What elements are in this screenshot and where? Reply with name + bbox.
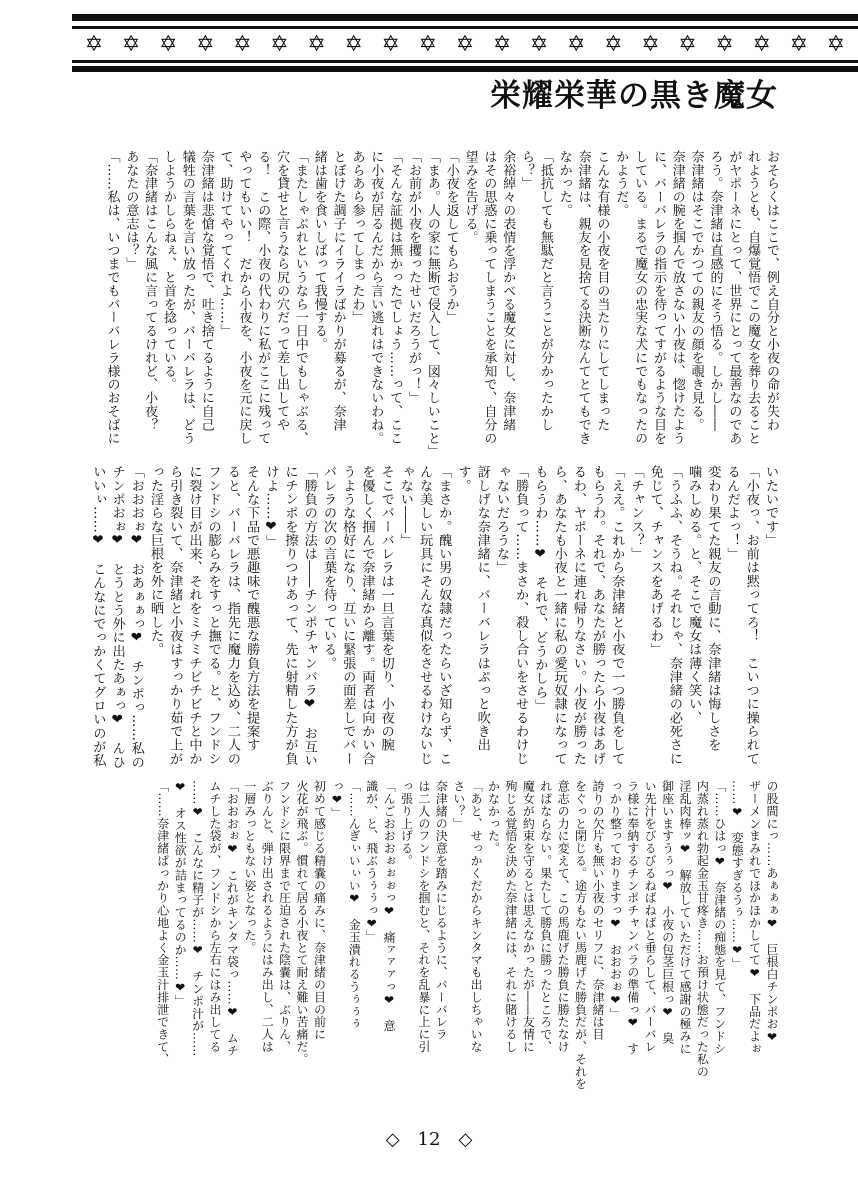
text-line: はその思惑に乗ってしまうことを承知で、自分の <box>481 150 497 445</box>
text-line: そんな下品で悪趣味で醜悪な勝負方法を提案す <box>244 465 260 752</box>
text-line: 誇りの欠片も無い小夜のセリフに、奈津緒は目 <box>590 780 605 1041</box>
text-line: い先汁をびるびるねばねばと垂らして、バーバレ <box>643 780 658 1053</box>
text-line: 「そんな証拠は無かったでしょう……って、ここ <box>387 150 403 445</box>
text-line: 内蒸れ蒸れ勃起金玉甘疼き……お預け状態だった私の <box>695 780 710 1078</box>
text-line: 「まさか。醜い男の奴隷だったらいざ知らず、こ <box>436 465 452 766</box>
text-line: 訝しげな奈津緒に、バーバレラはぷっと吹き出 <box>474 465 490 752</box>
star-of-david-icon: ✡ <box>529 32 549 57</box>
text-line: るわ、ヤポーネに連れ帰りなさい。小夜が勝った <box>570 465 586 766</box>
star-of-david-icon: ✡ <box>418 32 438 57</box>
text-line: ぶりんと、弾け出されるようにはみ出し、二人は <box>260 780 275 1053</box>
text-block-middle <box>80 465 780 775</box>
text-line: かなかった。 <box>486 780 501 855</box>
text-line: もらうわ……❤ それで、どうかしら」 <box>532 465 548 713</box>
text-block-bottom <box>80 780 780 1090</box>
star-of-david-icon: ✡ <box>121 32 141 57</box>
text-line: 「まあ。人の家に無断で侵入して、図々しいこと」 <box>424 150 440 459</box>
text-line: の股間にっ……あぁぁぁ❤ 巨根白チンポお❤ <box>765 780 779 1045</box>
text-line: 一層みっともない姿となった。 <box>242 780 257 954</box>
text-line: った淫らな巨根を外に晒した。 <box>148 465 163 657</box>
text-line: 「……私は、いつまでもバーバレラ様のおそばに <box>104 150 120 445</box>
text-line: を優しく掴んで奈津緒から離す。両者は向かい合 <box>359 465 375 766</box>
text-line: がヤポーネにとって、世界にとって最善なのであ <box>726 150 742 445</box>
text-line: 「あと、せっかくだからキンタマも出しちゃいな <box>469 780 484 1053</box>
text-line: ザーメンまみれでほかほかしてて❤ 下品だよぉ <box>747 780 762 1055</box>
text-block-top <box>80 150 780 460</box>
text-line: は二人のフンドシを掴むと、それを乱暴に上に引 <box>416 780 431 1053</box>
text-line: ゃない――」 <box>397 465 413 547</box>
text-line: とぼけた調子にイライラばかりが募るが、奈津 <box>330 150 346 432</box>
star-of-david-icon: ✡ <box>567 32 586 57</box>
text-line: に、バーバレラの指示を待ってすがるような目を <box>650 150 666 445</box>
text-line: 奈津緒はそこでかつての親友の顔を覗き見る。 <box>688 150 704 432</box>
text-line: かようだ。 <box>613 150 629 217</box>
star-of-david-icon: ✡ <box>84 32 104 57</box>
text-line: 「奈津緒はこんな風に言ってるけれど、小夜？ <box>142 150 158 432</box>
text-line: っかり整っておりますっ❤ おおおぉ❤」 <box>608 780 623 1020</box>
text-line: に小夜が居るんだから言い逃れはできないわね。 <box>368 150 384 445</box>
text-line: 奈津緒は悲愴な覚悟で、吐き捨てるように自己 <box>198 150 214 432</box>
text-line: 「……ひはっ❤ 奈津緒の痴態を見て、フンドシ <box>712 780 727 1055</box>
star-of-david-icon: ✡ <box>678 32 697 57</box>
text-line: 「小夜を返してもらおうか」 <box>443 150 459 325</box>
text-line: ら、あなたも小夜と一緒に私の愛玩奴隷になって <box>551 465 567 766</box>
text-line: をぐっと閉じる。途方もない馬鹿げた勝負だが、それを <box>573 780 588 1090</box>
text-line: るんだよっ！」 <box>724 465 740 561</box>
star-of-david-icon: ✡ <box>826 32 846 57</box>
text-line: 火花が飛ぶ。慣れて居る小夜とて耐え難い苦痛だ。 <box>295 780 310 1066</box>
star-of-david-icon: ✡ <box>233 32 252 57</box>
text-line: あらあら参ってしまったわ」 <box>349 150 365 325</box>
star-of-david-icon: ✡ <box>381 32 400 57</box>
text-line: している。まるで魔女の忠実な犬にでもなったの <box>632 150 648 445</box>
text-line: しようかしらねぇ、と首を捻っている。 <box>161 150 176 392</box>
star-of-david-icon: ✡ <box>492 32 512 57</box>
header-rule-thick <box>72 14 858 21</box>
text-line: なかった。 <box>556 150 572 217</box>
text-line: 犠牲の言葉を言い放ったが、バーバレラは、どう <box>179 150 195 445</box>
text-line: バレラの次の言葉を待っている。 <box>320 465 336 670</box>
star-of-david-icon: ✡ <box>158 32 178 57</box>
text-line: 殉じる覚悟を決めた奈津緒には、それに賭けるし <box>503 780 518 1053</box>
text-line: 「んごおおおぉぉぉっ❤ 痛ァァァっ❤ 意 <box>382 780 397 1032</box>
text-line: 淫乱肉棒ッ❤ 解放していただけて感謝の極みに <box>677 780 692 1055</box>
text-line: ゃないだろうな」 <box>493 465 509 575</box>
star-of-david-icon: ✡ <box>307 32 326 57</box>
text-line: そこでバーバレラは一旦言葉を切り、小夜の腕 <box>378 465 394 752</box>
text-line: 変わり果てた親友の言動に、奈津緒は悔しさを <box>705 465 721 752</box>
text-line: す。 <box>455 465 471 493</box>
text-line: いいぃ……❤ こんなにでっかくてグロいのが私 <box>90 465 106 768</box>
text-line: うような格好になり、互いに緊張の面差しでバー <box>340 465 356 766</box>
star-of-david-icon: ✡ <box>604 32 623 57</box>
text-line: 「抵抗しても無駄だと言うことが分かったかし <box>537 150 553 432</box>
text-line: あなたの意志は？」 <box>123 150 139 271</box>
header-rule-thin <box>72 26 858 29</box>
star-of-david-icon: ✡ <box>344 32 363 57</box>
text-line: 「小夜っ、お前は黙ってろ！ こいつに操られて <box>743 465 759 766</box>
text-line: 免じて、チャンスをあげるわ」 <box>647 465 663 657</box>
text-line: 「……奈津緒ばっかり心地よく金玉汁排泄できて、 <box>155 780 170 1066</box>
text-line: る！ この際、小夜の代わりに私がここに残って <box>255 150 271 445</box>
text-line: チンポおぉ❤ とうとう外に出たあぁっ❤ んひ <box>109 465 125 769</box>
text-line: 魔女が約束を守るとは思えなかったが――友情に <box>521 780 536 1053</box>
text-line: 識が、と、飛ぶうぅぅっ❤」 <box>364 780 379 944</box>
text-line: ればならない。果たして勝負に勝ったところで、 <box>538 780 553 1053</box>
text-line: ろう。奈津緒は直感的にそう悟る。しかし―― <box>707 150 723 432</box>
text-line: 余裕綽々の表情を浮かべる魔女に対し、奈津緒 <box>500 150 516 432</box>
text-line: 初めて感じる精嚢の痛みに、奈津緒の目の前に <box>312 780 327 1041</box>
header-rule-thin-lower <box>72 60 858 63</box>
star-of-david-icon: ✡ <box>270 32 289 57</box>
text-line: フンドシの膨らみをすっと撫でる。と、フンドシ <box>205 465 221 766</box>
text-line: っ❤」 <box>329 780 344 820</box>
text-line: 「おおおぉ❤ おあぁぁっ❤ チンポっ……私の <box>128 465 144 769</box>
text-line: ラ様に奉納するチンポチャンバラの準備っ❤ す <box>625 780 640 1055</box>
header-rule-thick-lower <box>72 66 858 72</box>
text-line: けよ……❤」 <box>263 465 279 549</box>
text-line: ら引き裂いて、奈津緒と小夜はすっかり茹で上が <box>167 465 183 766</box>
text-line: 奈津緒は、親友を見捨てる決断なんてとてもでき <box>575 150 591 445</box>
text-line: 緒は歯を食いしばって我慢する。 <box>311 150 327 351</box>
text-line: ❤ オス性欲が詰まってるのか……❤」 <box>173 780 188 1008</box>
page-title: 栄耀栄華の黒き魔女 <box>490 78 778 114</box>
text-line: ……❤ こんなに精子が……❤ チンポ汁が…… <box>190 780 205 1057</box>
text-line: 奈津緒の腕を掴んで放さない小夜は、惚けたよう <box>669 150 685 445</box>
text-line: ……❤ 変態すぎるうぅ……❤」 <box>730 780 745 970</box>
text-line: 意志の力に変えて、この馬鹿げた勝負に勝たなけ <box>556 780 571 1053</box>
text-line: 望みを告げる。 <box>462 150 478 244</box>
text-line: ムチした袋が、フンドシから左右にはみ出してる <box>208 780 222 1053</box>
text-line: て、助けてやってくれよ……」 <box>217 150 233 338</box>
text-line: 「チャンス？」 <box>628 465 644 561</box>
text-line: 「……んぎぃいぃい❤ 金玉潰れるうぅぅぅ <box>347 780 362 1030</box>
text-line: 「おおおぉ❤ これがキンタマ袋っ……❤ ムチ <box>225 780 240 1057</box>
text-line: やってもいい！ だから小夜を、小夜を元に戻し <box>236 150 252 445</box>
text-line: さい？」 <box>451 780 466 830</box>
text-line: 噛みしめる。と、そこで魔女は薄く笑い、 <box>686 465 702 725</box>
text-line: 「勝負の方法は――チンポチャンバラ❤ お互い <box>301 465 317 768</box>
page-number: ◇ 12 ◇ <box>385 1129 473 1150</box>
star-border <box>80 31 850 59</box>
text-line: こんな有様の小夜を目の当たりにしてしまった <box>594 150 610 432</box>
text-line: に裂け目が出来、それをミチミチビチビチと中か <box>186 465 202 766</box>
text-line: おそらくはここで、例え自分と小夜の命が失わ <box>764 150 779 432</box>
star-of-david-icon: ✡ <box>789 32 808 57</box>
text-line: 穴を貸せと言うなら尻の穴だって差し出してや <box>274 150 290 432</box>
text-line: れようとも、自爆覚悟でこの魔女を葬り去ること <box>745 150 761 445</box>
text-line: にチンポを擦りつけあって、先に射精した方が負 <box>282 465 298 766</box>
text-line: もらうわ。それで、あなたが勝ったら小夜はあげ <box>590 465 606 766</box>
text-line: 「うふふ、そうね。それじゃ、奈津緒の必死さに <box>666 465 682 766</box>
text-line: っ張り上げる。 <box>399 780 414 867</box>
text-line: いたいです」 <box>763 465 778 547</box>
text-line: んな美しい玩具にそんな真似をさせるわけないじ <box>417 465 433 766</box>
star-of-david-icon: ✡ <box>715 32 734 57</box>
star-of-david-icon: ✡ <box>752 32 771 57</box>
star-of-david-icon: ✡ <box>455 32 475 57</box>
text-line: 御座いますうぅっ❤ 小夜の包茎巨根っ❤ 臭 <box>660 780 675 1045</box>
text-line: 「またしゃぶれというなら一日中でもしゃぶる、 <box>292 150 308 445</box>
text-line: 奈津緒の決意を踏みにじるように、バーバレラ <box>434 780 449 1041</box>
text-line: ら？」 <box>519 150 535 191</box>
star-of-david-icon: ✡ <box>641 32 660 57</box>
text-line: フンドシに限界まで圧迫された陰嚢は、ぶりん、 <box>277 780 292 1053</box>
text-line: ると、バーバレラは、指先に魔力を込め、二人の <box>224 465 240 766</box>
text-line: 「ええ。これから奈津緒と小夜で一つ勝負をして <box>609 465 625 766</box>
text-line: 「勝負って……まさか、殺し合いをさせるわけじ <box>513 465 529 766</box>
text-line: 「お前が小夜を攫ったせいだろうがっ！」 <box>405 150 421 405</box>
star-of-david-icon: ✡ <box>196 32 215 57</box>
